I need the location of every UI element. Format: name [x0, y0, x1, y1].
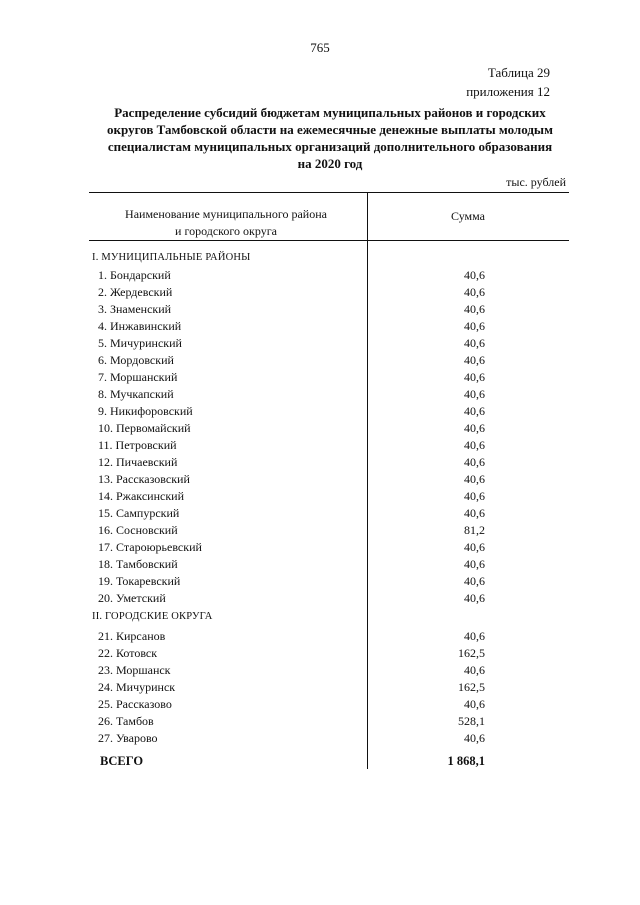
row-name: 16. Сосновский	[98, 523, 178, 537]
table-row	[0, 370, 640, 387]
row-value: 81,2	[464, 523, 485, 537]
row-value: 40,6	[464, 629, 485, 643]
row-name: 24. Мичуринск	[98, 680, 176, 694]
table-row	[0, 557, 640, 574]
table-row	[0, 697, 640, 714]
row-value: 162,5	[458, 646, 485, 660]
table-row	[0, 336, 640, 353]
row-name: 1. Бондарский	[98, 268, 171, 282]
table-row	[0, 268, 640, 285]
table-row	[0, 574, 640, 591]
document-title: Распределение субсидий бюджетам муниципальных районов и городских округов Тамбовской области на ежемесячные денежные выплаты молодым специалистам муниципальных организаций дополнительного образования на 2020 год	[107, 105, 553, 171]
row-name: 11. Петровский	[98, 438, 177, 452]
row-name: 27. Уварово	[98, 731, 158, 745]
row-name: 14. Ржаксинский	[98, 489, 184, 503]
row-name: 3. Знаменский	[98, 302, 172, 316]
table-row	[0, 438, 640, 455]
table-row	[0, 489, 640, 506]
units-label: тыс. рублей	[506, 175, 566, 189]
table-reference	[466, 63, 550, 101]
section-heading-cities: II. ГОРОДСКИЕ ОКРУГА	[92, 611, 213, 622]
row-value: 40,6	[464, 574, 485, 588]
row-name: 18. Тамбовский	[98, 557, 178, 571]
section-heading-districts: I. МУНИЦИПАЛЬНЫЕ РАЙОНЫ	[92, 252, 251, 263]
total-value: 1 868,1	[447, 754, 485, 768]
header-name-line2: и городского округа	[175, 224, 277, 238]
table-row	[0, 404, 640, 421]
row-value: 40,6	[464, 557, 485, 571]
table-header-rule	[89, 240, 569, 241]
row-value: 40,6	[464, 421, 485, 435]
header-name-line1: Наименование муниципального района	[125, 207, 327, 221]
header-sum-column: Сумма	[451, 209, 485, 223]
row-name: 25. Рассказово	[98, 697, 172, 711]
row-name: 23. Моршанск	[98, 663, 171, 677]
row-name: 8. Мучкапский	[98, 387, 174, 401]
row-name: 15. Сампурский	[98, 506, 180, 520]
table-row	[0, 646, 640, 663]
table-row	[0, 523, 640, 540]
row-name: 22. Котовск	[98, 646, 158, 660]
row-name: 9. Никифоровский	[98, 404, 193, 418]
row-value: 40,6	[464, 353, 485, 367]
row-value: 40,6	[464, 387, 485, 401]
table-row	[0, 353, 640, 370]
row-value: 40,6	[464, 370, 485, 384]
table-row	[0, 540, 640, 557]
table-row	[0, 591, 640, 608]
row-value: 40,6	[464, 455, 485, 469]
total-label: ВСЕГО	[100, 754, 144, 768]
row-value: 40,6	[464, 489, 485, 503]
row-value: 40,6	[464, 697, 485, 711]
table-row	[0, 680, 640, 697]
table-row	[0, 714, 640, 731]
row-value: 528,1	[458, 714, 485, 728]
table-row	[0, 629, 640, 646]
row-value: 40,6	[464, 404, 485, 418]
row-value: 40,6	[464, 268, 485, 282]
page-number: 765	[310, 40, 330, 55]
row-name: 7. Моршанский	[98, 370, 178, 384]
table-row	[0, 506, 640, 523]
table-row	[0, 455, 640, 472]
row-name: 10. Первомайский	[98, 421, 191, 435]
row-name: 12. Пичаевский	[98, 455, 178, 469]
row-value: 40,6	[464, 591, 485, 605]
row-name: 19. Токаревский	[98, 574, 181, 588]
row-name: 5. Мичуринский	[98, 336, 182, 350]
row-name: 13. Рассказовский	[98, 472, 190, 486]
row-value: 40,6	[464, 663, 485, 677]
row-value: 162,5	[458, 680, 485, 694]
row-value: 40,6	[464, 319, 485, 333]
row-value: 40,6	[464, 336, 485, 350]
row-name: 6. Мордовский	[98, 353, 174, 367]
table-row	[0, 472, 640, 489]
table-row	[0, 319, 640, 336]
table-row	[0, 285, 640, 302]
row-value: 40,6	[464, 438, 485, 452]
total-row	[0, 754, 640, 771]
header-name-column	[95, 206, 357, 240]
row-value: 40,6	[464, 540, 485, 554]
row-name: 2. Жердевский	[98, 285, 173, 299]
row-value: 40,6	[464, 472, 485, 486]
table-row	[0, 663, 640, 680]
row-name: 4. Инжавинский	[98, 319, 182, 333]
row-value: 40,6	[464, 285, 485, 299]
table-row	[0, 387, 640, 404]
table-label: Таблица 29	[487, 65, 550, 80]
row-name: 20. Уметский	[98, 591, 166, 605]
appendix-label: приложения 12	[466, 84, 550, 99]
table-row	[0, 302, 640, 319]
row-name: 17. Староюрьевский	[98, 540, 202, 554]
row-value: 40,6	[464, 302, 485, 316]
table-row	[0, 421, 640, 438]
row-value: 40,6	[464, 731, 485, 745]
table-top-rule	[89, 192, 569, 193]
table-row	[0, 731, 640, 748]
row-value: 40,6	[464, 506, 485, 520]
row-name: 21. Кирсанов	[98, 629, 166, 643]
row-name: 26. Тамбов	[98, 714, 154, 728]
